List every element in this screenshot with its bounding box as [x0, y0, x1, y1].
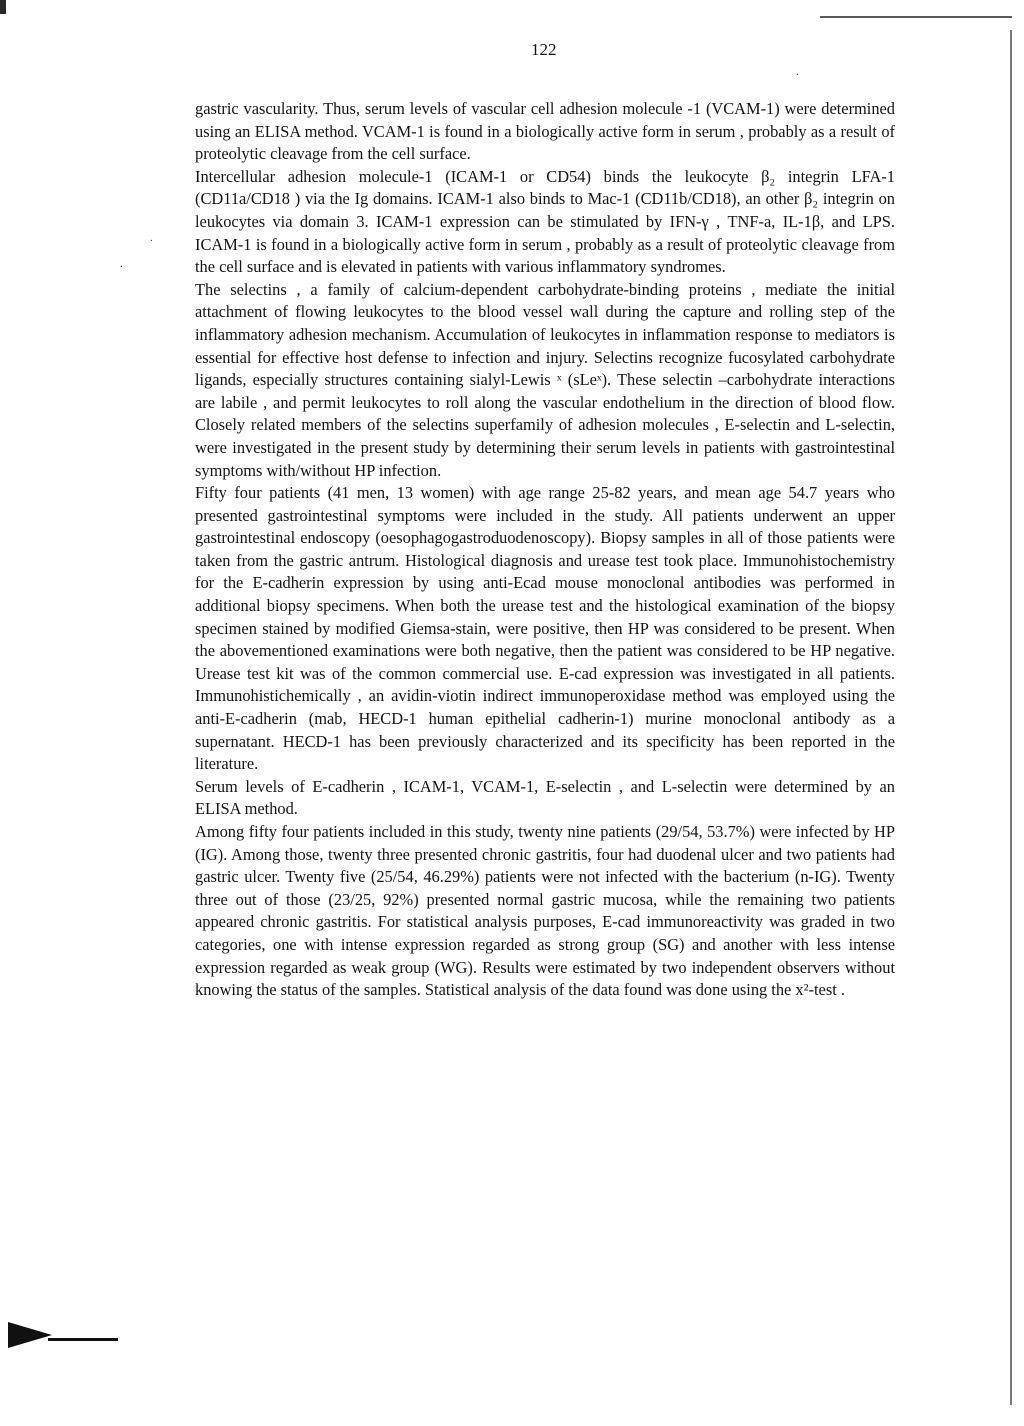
scan-speck: . [120, 258, 123, 270]
paragraph: Serum levels of E-cadherin , ICAM-1, VCAM-1, E-selectin , and L-selectin were determined by an ELISA method. [195, 776, 895, 819]
paragraph: Fifty four patients (41 men, 13 women) with age range 25-82 years, and mean age 54.7 years who presented gastrointestinal symptoms were included in the study. All patients underwent an upper gastrointestinal endoscopy (oesophagogastroduodenoscopy). Biopsy samples in all of those patients were taken from the gastric antrum. Histological diagnosis and urease test took place. Immunohistochemistry for the E-cadherin expression by using anti-Ecad mouse monoclonal antibodies was performed in additional biopsy specimens. When both the urease test and the histological examination of the biopsy specimen stained by modified Giemsa-stain, were positive, then HP was considered to be present. When the abovementioned examinations were both negative, then the patient was considered to be HP negative. Urease test kit was of the common commercial use. E-cad expression was investigated in all patients. Immunohistichemically , an avidin-viotin indirect immunoperoxidase method was employed using the anti-E-cadherin (mab, HECD-1 human epithelial cadherin-1) murine monoclonal antibody as a supernatant. HECD-1 has been previously characterized and its specificity has been reported in the literature. [195, 483, 895, 774]
scan-speck: . [150, 232, 153, 244]
scan-arrow-mark [8, 1322, 52, 1348]
scan-arrow-tail [48, 1338, 118, 1341]
page-number: 122 [531, 40, 557, 59]
scan-speck: . [796, 66, 799, 78]
body-text [195, 98, 895, 1002]
scan-edge-mark [0, 0, 6, 14]
paragraph: Intercellular adhesion molecule-1 (ICAM-1 or CD54) binds the leukocyte β₂ integrin LFA-1 (CD11a/CD18 ) via the Ig domains. ICAM-1 also binds to Mac-1 (CD11b/CD18), an other β₂ integrin on leukocytes via domain 3. ICAM-1 expression can be stimulated by IFN-γ , TNF-a, IL-1β, and LPS. ICAM-1 is found in a biologically active form in serum , probably as a result of proteolytic cleavage from the cell surface and is elevated in patients with various inflammatory syndromes. [195, 166, 895, 277]
scan-border-line [820, 16, 1012, 18]
paragraph: Among fifty four patients included in this study, twenty nine patients (29/54, 53.7%) were infected by HP (IG). Among those, twenty three presented chronic gastritis, four had duodenal ulcer and two patients had gastric ulcer. Twenty five (25/54, 46.29%) patients were not infected with the bacterium (n-IG). Twenty three out of those (23/25, 92%) presented normal gastric mucosa, while the remaining two patients appeared chronic gastritis. For statistical analysis purposes, E-cad immunoreactivity was graded in two categories, one with intense expression regarded as strong group (SG) and another with less intense expression regarded as weak group (WG). Results were estimated by two independent observers without knowing the status of the samples. Statistical analysis of the data found was done using the x²-test . [195, 822, 895, 1000]
paragraph: gastric vascularity. Thus, serum levels of vascular cell adhesion molecule -1 (VCAM-1) were determined using an ELISA method. VCAM-1 is found in a biologically active form in serum , probably as a result of proteolytic cleavage from the cell surface. [195, 99, 895, 164]
paragraph: The selectins , a family of calcium-dependent carbohydrate-binding proteins , mediate the initial attachment of flowing leukocytes to the blood vessel wall during the capture and rolling step of the inflammatory adhesion mechanism. Accumulation of leukocytes in inflammation response to mediators is essential for effective host defense to infection and injury. Selectins recognize fucosylated carbohydrate ligands, especially structures containing sialyl-Lewis ˣ (sLeˣ). These selectin –carbohydrate interactions are labile , and permit leukocytes to roll along the vascular endothelium in the direction of blood flow. Closely related members of the selectins superfamily of adhesion molecules , E-selectin and L-selectin, were investigated in the present study by determining their serum levels in patients with gastrointestinal symptoms with/without HP infection. [195, 279, 895, 480]
scan-border-line [1010, 30, 1012, 1405]
